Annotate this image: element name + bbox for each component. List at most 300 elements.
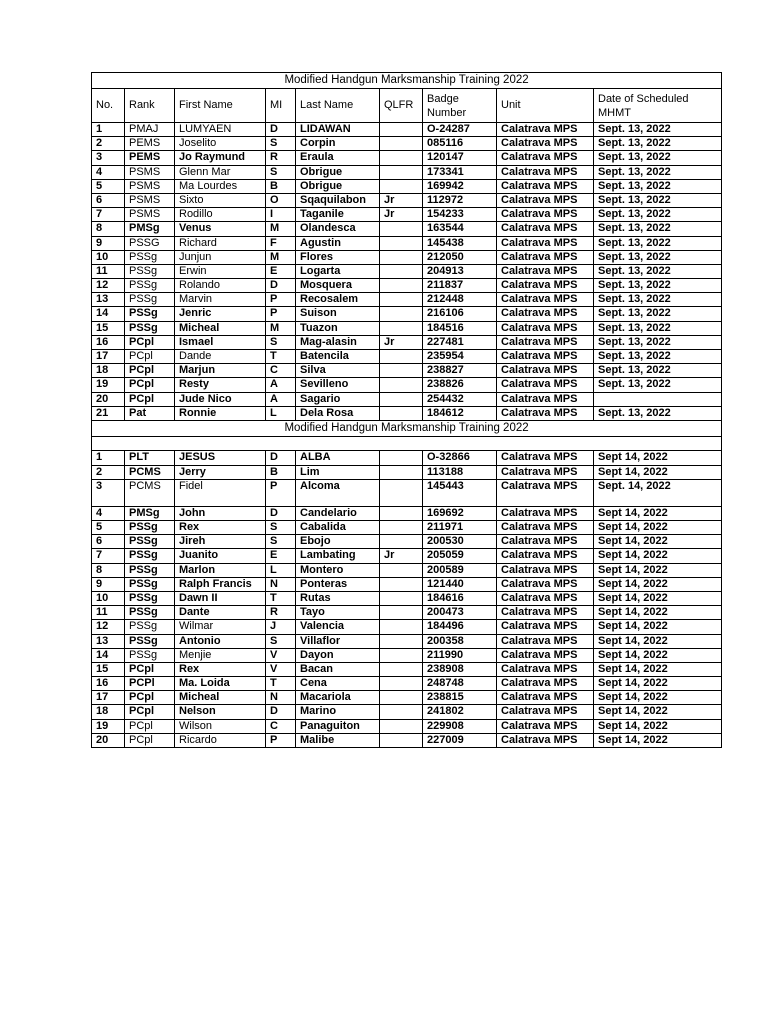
cell-last-name: Dayon xyxy=(296,648,380,662)
cell-badge-number: 169942 xyxy=(423,179,497,193)
cell-last-name: Villaflor xyxy=(296,634,380,648)
cell-unit: Calatrava MPS xyxy=(497,222,594,236)
cell-date: Sept. 13, 2022 xyxy=(594,378,722,392)
cell-date: Sept 14, 2022 xyxy=(594,705,722,719)
column-header-rank: Rank xyxy=(125,89,175,123)
table-row xyxy=(92,179,722,193)
cell-qlfr xyxy=(380,479,423,506)
cell-qlfr: Jr xyxy=(380,335,423,349)
cell-last-name: Lambating xyxy=(296,549,380,563)
cell-unit: Calatrava MPS xyxy=(497,264,594,278)
cell-badge-number: 238827 xyxy=(423,364,497,378)
table-row xyxy=(92,335,722,349)
cell-no: 18 xyxy=(92,705,125,719)
cell-badge-number: 235954 xyxy=(423,350,497,364)
cell-last-name: Alcoma xyxy=(296,479,380,506)
cell-date: Sept 14, 2022 xyxy=(594,733,722,747)
cell-rank: PSSg xyxy=(125,293,175,307)
cell-date: Sept. 13, 2022 xyxy=(594,364,722,378)
cell-qlfr xyxy=(380,620,423,634)
cell-badge-number: 173341 xyxy=(423,165,497,179)
cell-first-name: Venus xyxy=(175,222,266,236)
cell-first-name: Jo Raymund xyxy=(175,151,266,165)
cell-no: 20 xyxy=(92,733,125,747)
cell-last-name: Olandesca xyxy=(296,222,380,236)
cell-mi: M xyxy=(266,321,296,335)
cell-mi: E xyxy=(266,264,296,278)
cell-unit: Calatrava MPS xyxy=(497,705,594,719)
cell-mi: P xyxy=(266,733,296,747)
cell-last-name: Obrigue xyxy=(296,179,380,193)
cell-badge-number: 085116 xyxy=(423,137,497,151)
cell-no: 12 xyxy=(92,620,125,634)
cell-qlfr xyxy=(380,350,423,364)
cell-no: 8 xyxy=(92,563,125,577)
cell-first-name: Nelson xyxy=(175,705,266,719)
cell-first-name: Dande xyxy=(175,350,266,364)
cell-rank: PSSg xyxy=(125,250,175,264)
cell-last-name: Sevilleno xyxy=(296,378,380,392)
cell-no: 8 xyxy=(92,222,125,236)
cell-mi: B xyxy=(266,179,296,193)
cell-qlfr xyxy=(380,406,423,420)
cell-badge-number: O-32866 xyxy=(423,451,497,465)
cell-no: 11 xyxy=(92,606,125,620)
cell-qlfr xyxy=(380,137,423,151)
cell-badge-number: 163544 xyxy=(423,222,497,236)
cell-mi: P xyxy=(266,293,296,307)
cell-last-name: Batencila xyxy=(296,350,380,364)
cell-qlfr xyxy=(380,222,423,236)
cell-badge-number: 200589 xyxy=(423,563,497,577)
cell-first-name: Jireh xyxy=(175,535,266,549)
cell-rank: PSSg xyxy=(125,577,175,591)
cell-unit: Calatrava MPS xyxy=(497,406,594,420)
cell-first-name: Erwin xyxy=(175,264,266,278)
cell-qlfr xyxy=(380,123,423,137)
cell-rank: PSMS xyxy=(125,193,175,207)
cell-unit: Calatrava MPS xyxy=(497,151,594,165)
cell-mi: A xyxy=(266,392,296,406)
cell-last-name: Corpin xyxy=(296,137,380,151)
cell-unit: Calatrava MPS xyxy=(497,521,594,535)
cell-first-name: Rodillo xyxy=(175,208,266,222)
cell-first-name: Fidel xyxy=(175,479,266,506)
header-row xyxy=(92,89,722,123)
column-header-first-name: First Name xyxy=(175,89,266,123)
cell-no: 4 xyxy=(92,506,125,520)
table-row xyxy=(92,535,722,549)
cell-date: Sept 14, 2022 xyxy=(594,465,722,479)
cell-unit: Calatrava MPS xyxy=(497,165,594,179)
cell-last-name: Eraula xyxy=(296,151,380,165)
cell-date xyxy=(594,392,722,406)
cell-rank: PCpl xyxy=(125,733,175,747)
cell-unit: Calatrava MPS xyxy=(497,606,594,620)
cell-mi: M xyxy=(266,222,296,236)
cell-last-name: Montero xyxy=(296,563,380,577)
cell-mi: D xyxy=(266,705,296,719)
cell-date: Sept 14, 2022 xyxy=(594,606,722,620)
cell-first-name: Wilmar xyxy=(175,620,266,634)
cell-rank: PCPl xyxy=(125,677,175,691)
table-row xyxy=(92,634,722,648)
cell-no: 19 xyxy=(92,719,125,733)
cell-no: 10 xyxy=(92,250,125,264)
cell-last-name: Tayo xyxy=(296,606,380,620)
column-header-no: No. xyxy=(92,89,125,123)
table-row xyxy=(92,321,722,335)
cell-mi: E xyxy=(266,549,296,563)
table-row xyxy=(92,620,722,634)
cell-no: 17 xyxy=(92,691,125,705)
cell-rank: PCpl xyxy=(125,691,175,705)
cell-unit: Calatrava MPS xyxy=(497,733,594,747)
cell-qlfr xyxy=(380,264,423,278)
cell-no: 2 xyxy=(92,137,125,151)
cell-badge-number: 216106 xyxy=(423,307,497,321)
table-row xyxy=(92,222,722,236)
cell-no: 9 xyxy=(92,236,125,250)
section-title-row xyxy=(92,420,722,436)
table-row xyxy=(92,606,722,620)
cell-last-name: Agustin xyxy=(296,236,380,250)
cell-first-name: Richard xyxy=(175,236,266,250)
cell-date: Sept. 13, 2022 xyxy=(594,406,722,420)
cell-qlfr xyxy=(380,279,423,293)
cell-unit: Calatrava MPS xyxy=(497,620,594,634)
cell-rank: PMSg xyxy=(125,506,175,520)
cell-qlfr xyxy=(380,591,423,605)
table-row xyxy=(92,193,722,207)
cell-qlfr xyxy=(380,691,423,705)
cell-badge-number: 154233 xyxy=(423,208,497,222)
cell-unit: Calatrava MPS xyxy=(497,364,594,378)
cell-unit: Calatrava MPS xyxy=(497,506,594,520)
cell-rank: PSSg xyxy=(125,535,175,549)
cell-date: Sept. 13, 2022 xyxy=(594,264,722,278)
cell-date: Sept 14, 2022 xyxy=(594,577,722,591)
cell-no: 1 xyxy=(92,123,125,137)
cell-mi: T xyxy=(266,350,296,364)
cell-unit: Calatrava MPS xyxy=(497,392,594,406)
cell-mi: S xyxy=(266,165,296,179)
cell-date: Sept 14, 2022 xyxy=(594,662,722,676)
cell-no: 19 xyxy=(92,378,125,392)
table-row xyxy=(92,364,722,378)
cell-last-name: Cabalida xyxy=(296,521,380,535)
cell-qlfr xyxy=(380,321,423,335)
table-row xyxy=(92,350,722,364)
cell-no: 6 xyxy=(92,535,125,549)
cell-badge-number: 200473 xyxy=(423,606,497,620)
cell-unit: Calatrava MPS xyxy=(497,250,594,264)
cell-badge-number: 238908 xyxy=(423,662,497,676)
cell-no: 17 xyxy=(92,350,125,364)
cell-first-name: Ricardo xyxy=(175,733,266,747)
cell-no: 2 xyxy=(92,465,125,479)
cell-first-name: Dante xyxy=(175,606,266,620)
cell-last-name: Dela Rosa xyxy=(296,406,380,420)
cell-rank: PCpl xyxy=(125,719,175,733)
cell-unit: Calatrava MPS xyxy=(497,350,594,364)
cell-qlfr xyxy=(380,705,423,719)
cell-unit: Calatrava MPS xyxy=(497,563,594,577)
cell-first-name: Antonio xyxy=(175,634,266,648)
cell-qlfr xyxy=(380,392,423,406)
cell-first-name: Joselito xyxy=(175,137,266,151)
cell-first-name: Glenn Mar xyxy=(175,165,266,179)
cell-unit: Calatrava MPS xyxy=(497,378,594,392)
cell-mi: S xyxy=(266,335,296,349)
table-row xyxy=(92,465,722,479)
cell-date: Sept. 13, 2022 xyxy=(594,222,722,236)
cell-mi: R xyxy=(266,151,296,165)
cell-no: 1 xyxy=(92,451,125,465)
cell-first-name: Ronnie xyxy=(175,406,266,420)
cell-rank: PSSG xyxy=(125,236,175,250)
cell-first-name: Menjie xyxy=(175,648,266,662)
table-row xyxy=(92,705,722,719)
cell-mi: V xyxy=(266,648,296,662)
cell-unit: Calatrava MPS xyxy=(497,179,594,193)
cell-rank: PCpl xyxy=(125,662,175,676)
cell-mi: R xyxy=(266,606,296,620)
cell-first-name: Junjun xyxy=(175,250,266,264)
table-row xyxy=(92,123,722,137)
cell-no: 3 xyxy=(92,479,125,506)
cell-date: Sept. 13, 2022 xyxy=(594,193,722,207)
cell-date: Sept 14, 2022 xyxy=(594,719,722,733)
cell-last-name: Candelario xyxy=(296,506,380,520)
cell-no: 6 xyxy=(92,193,125,207)
cell-rank: PSMS xyxy=(125,165,175,179)
table-row xyxy=(92,165,722,179)
cell-mi: S xyxy=(266,521,296,535)
cell-no: 15 xyxy=(92,662,125,676)
cell-last-name: Mag-alasin xyxy=(296,335,380,349)
cell-rank: PMAJ xyxy=(125,123,175,137)
cell-badge-number: 227481 xyxy=(423,335,497,349)
cell-unit: Calatrava MPS xyxy=(497,677,594,691)
cell-badge-number: 120147 xyxy=(423,151,497,165)
cell-badge-number: 204913 xyxy=(423,264,497,278)
cell-first-name: LUMYAEN xyxy=(175,123,266,137)
cell-no: 21 xyxy=(92,406,125,420)
cell-qlfr xyxy=(380,733,423,747)
cell-mi: M xyxy=(266,250,296,264)
cell-first-name: Jerry xyxy=(175,465,266,479)
cell-badge-number: 238815 xyxy=(423,691,497,705)
cell-badge-number: 121440 xyxy=(423,577,497,591)
cell-first-name: Dawn II xyxy=(175,591,266,605)
cell-unit: Calatrava MPS xyxy=(497,648,594,662)
section-title-row xyxy=(92,73,722,89)
cell-last-name: Valencia xyxy=(296,620,380,634)
cell-date: Sept 14, 2022 xyxy=(594,521,722,535)
cell-first-name: John xyxy=(175,506,266,520)
table-row xyxy=(92,392,722,406)
cell-qlfr xyxy=(380,521,423,535)
cell-date: Sept. 13, 2022 xyxy=(594,279,722,293)
cell-date: Sept. 13, 2022 xyxy=(594,307,722,321)
cell-rank: PSSg xyxy=(125,279,175,293)
cell-rank: PSSg xyxy=(125,606,175,620)
cell-last-name: Taganile xyxy=(296,208,380,222)
table-row xyxy=(92,208,722,222)
cell-first-name: Marjun xyxy=(175,364,266,378)
cell-mi: T xyxy=(266,677,296,691)
cell-rank: PSMS xyxy=(125,179,175,193)
cell-mi: F xyxy=(266,236,296,250)
cell-badge-number: 200358 xyxy=(423,634,497,648)
cell-rank: PSMS xyxy=(125,208,175,222)
cell-badge-number: 211990 xyxy=(423,648,497,662)
cell-date: Sept 14, 2022 xyxy=(594,634,722,648)
cell-date: Sept. 13, 2022 xyxy=(594,208,722,222)
cell-last-name: Macariola xyxy=(296,691,380,705)
cell-no: 13 xyxy=(92,293,125,307)
cell-unit: Calatrava MPS xyxy=(497,549,594,563)
cell-rank: PCpl xyxy=(125,335,175,349)
cell-first-name: Marlon xyxy=(175,563,266,577)
cell-mi: P xyxy=(266,307,296,321)
cell-qlfr xyxy=(380,563,423,577)
cell-unit: Calatrava MPS xyxy=(497,123,594,137)
column-header-last-name: Last Name xyxy=(296,89,380,123)
cell-qlfr xyxy=(380,634,423,648)
cell-mi: J xyxy=(266,620,296,634)
cell-rank: PEMS xyxy=(125,137,175,151)
cell-rank: PSSg xyxy=(125,521,175,535)
cell-rank: PCMS xyxy=(125,465,175,479)
cell-date: Sept 14, 2022 xyxy=(594,677,722,691)
column-header-badge-number: Badge Number xyxy=(423,89,497,123)
cell-no: 4 xyxy=(92,165,125,179)
cell-last-name: Malibe xyxy=(296,733,380,747)
section-title: Modified Handgun Marksmanship Training 2022 xyxy=(92,73,722,89)
cell-last-name: Mosquera xyxy=(296,279,380,293)
cell-unit: Calatrava MPS xyxy=(497,321,594,335)
cell-unit: Calatrava MPS xyxy=(497,465,594,479)
cell-qlfr xyxy=(380,465,423,479)
cell-first-name: Resty xyxy=(175,378,266,392)
cell-last-name: Lim xyxy=(296,465,380,479)
cell-qlfr xyxy=(380,719,423,733)
cell-no: 16 xyxy=(92,335,125,349)
cell-qlfr xyxy=(380,662,423,676)
cell-last-name: Marino xyxy=(296,705,380,719)
table-row xyxy=(92,577,722,591)
cell-first-name: Rolando xyxy=(175,279,266,293)
cell-rank: PCpl xyxy=(125,364,175,378)
cell-date: Sept. 13, 2022 xyxy=(594,123,722,137)
cell-mi: V xyxy=(266,662,296,676)
cell-rank: PCMS xyxy=(125,479,175,506)
table-row xyxy=(92,506,722,520)
cell-mi: C xyxy=(266,364,296,378)
cell-qlfr xyxy=(380,151,423,165)
cell-rank: PSSg xyxy=(125,549,175,563)
cell-unit: Calatrava MPS xyxy=(497,535,594,549)
cell-date: Sept 14, 2022 xyxy=(594,506,722,520)
cell-qlfr xyxy=(380,179,423,193)
table-row xyxy=(92,378,722,392)
cell-unit: Calatrava MPS xyxy=(497,236,594,250)
cell-rank: PSSg xyxy=(125,648,175,662)
cell-rank: PCpl xyxy=(125,705,175,719)
section-title: Modified Handgun Marksmanship Training 2022 xyxy=(92,420,722,436)
cell-badge-number: 200530 xyxy=(423,535,497,549)
table-row xyxy=(92,307,722,321)
cell-qlfr xyxy=(380,677,423,691)
cell-no: 20 xyxy=(92,392,125,406)
cell-unit: Calatrava MPS xyxy=(497,662,594,676)
table-row xyxy=(92,733,722,747)
cell-unit: Calatrava MPS xyxy=(497,279,594,293)
cell-date: Sept. 13, 2022 xyxy=(594,250,722,264)
cell-last-name: Logarta xyxy=(296,264,380,278)
cell-last-name: Bacan xyxy=(296,662,380,676)
cell-mi: S xyxy=(266,634,296,648)
table-row xyxy=(92,151,722,165)
cell-mi: S xyxy=(266,137,296,151)
cell-rank: PSSg xyxy=(125,620,175,634)
cell-date: Sept 14, 2022 xyxy=(594,620,722,634)
cell-date: Sept. 13, 2022 xyxy=(594,236,722,250)
cell-mi: L xyxy=(266,406,296,420)
cell-date: Sept. 13, 2022 xyxy=(594,137,722,151)
cell-date: Sept. 14, 2022 xyxy=(594,479,722,506)
cell-last-name: Sagario xyxy=(296,392,380,406)
cell-no: 7 xyxy=(92,549,125,563)
table-row xyxy=(92,648,722,662)
cell-first-name: Marvin xyxy=(175,293,266,307)
cell-date: Sept 14, 2022 xyxy=(594,591,722,605)
cell-no: 14 xyxy=(92,648,125,662)
cell-no: 18 xyxy=(92,364,125,378)
table-row xyxy=(92,521,722,535)
cell-date: Sept. 13, 2022 xyxy=(594,321,722,335)
cell-unit: Calatrava MPS xyxy=(497,451,594,465)
table-row xyxy=(92,250,722,264)
cell-first-name: Rex xyxy=(175,662,266,676)
cell-mi: D xyxy=(266,279,296,293)
table-row xyxy=(92,279,722,293)
cell-unit: Calatrava MPS xyxy=(497,634,594,648)
cell-first-name: JESUS xyxy=(175,451,266,465)
cell-no: 5 xyxy=(92,521,125,535)
cell-qlfr: Jr xyxy=(380,549,423,563)
cell-no: 10 xyxy=(92,591,125,605)
cell-rank: PSSg xyxy=(125,307,175,321)
cell-no: 5 xyxy=(92,179,125,193)
table-row xyxy=(92,406,722,420)
cell-rank: PLT xyxy=(125,451,175,465)
cell-date: Sept 14, 2022 xyxy=(594,535,722,549)
cell-badge-number: 169692 xyxy=(423,506,497,520)
cell-unit: Calatrava MPS xyxy=(497,691,594,705)
table-row xyxy=(92,451,722,465)
cell-last-name: Recosalem xyxy=(296,293,380,307)
cell-last-name: Ponteras xyxy=(296,577,380,591)
cell-qlfr xyxy=(380,364,423,378)
cell-badge-number: 212050 xyxy=(423,250,497,264)
cell-no: 14 xyxy=(92,307,125,321)
cell-badge-number: 184616 xyxy=(423,591,497,605)
cell-mi: T xyxy=(266,591,296,605)
cell-qlfr xyxy=(380,648,423,662)
